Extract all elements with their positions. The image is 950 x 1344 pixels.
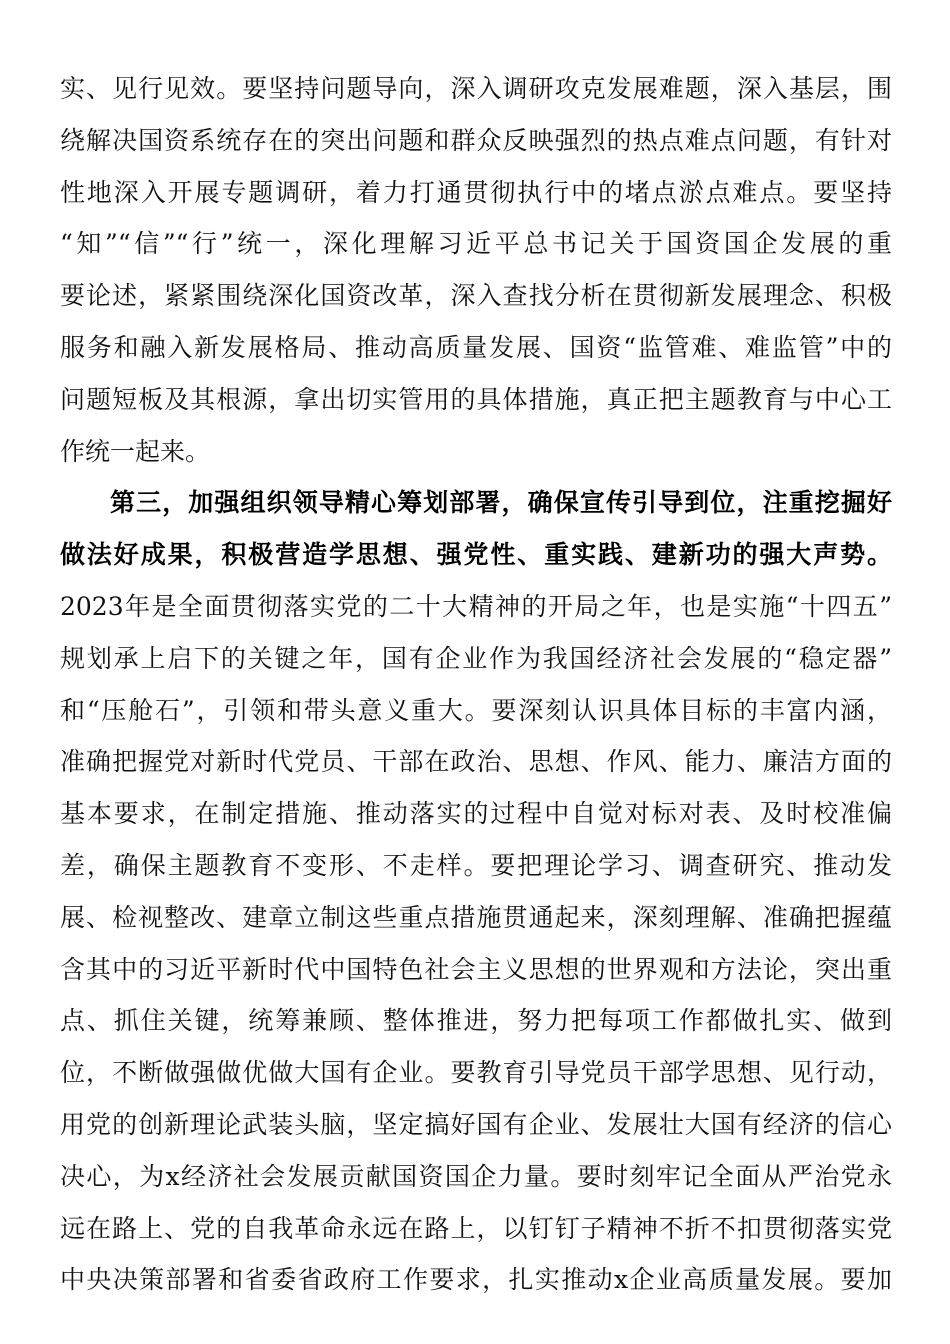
body-line: 点、抓住关键，统筹兼顾、整体推进，努力把每项工作都做扎实、做到	[60, 1006, 892, 1036]
body-line: 和“压舱石”，引领和带头意义重大。要深刻认识具体目标的丰富内涵，	[60, 695, 892, 725]
body-line: “知”“信”“行”统一，深化理解习近平总书记关于国资国企发展的重	[60, 229, 892, 259]
body-line: 问题短板及其根源，拿出切实管用的具体措施，真正把主题教育与中心工	[60, 384, 892, 414]
body-line: 决心，为x经济社会发展贡献国资国企力量。要时刻牢记全面从严治党永	[60, 1161, 892, 1191]
body-line-paragraph-end: 作统一起来。	[60, 436, 211, 466]
section-heading-line: 做法好成果，积极营造学思想、强党性、重实践、建新功的强大声势。	[60, 540, 892, 570]
body-line: 基本要求，在制定措施、推动落实的过程中自觉对标对表、及时校准偏	[60, 799, 892, 829]
body-line: 绕解决国资系统存在的突出问题和群众反映强烈的热点难点问题，有针对	[60, 125, 892, 155]
section-heading-line: 第三，加强组织领导精心筹划部署，确保宣传引导到位，注重挖掘好	[110, 488, 892, 518]
body-line: 实、见行见效。要坚持问题导向，深入调研攻克发展难题，深入基层，围	[60, 74, 892, 103]
body-line: 要论述，紧紧围绕深化国资改革，深入查找分析在贯彻新发展理念、积极	[60, 281, 892, 311]
body-line: 位，不断做强做优做大国有企业。要教育引导党员干部学思想、见行动，	[60, 1058, 892, 1088]
body-line: 含其中的习近平新时代中国特色社会主义思想的世界观和方法论，突出重	[60, 954, 892, 984]
body-line: 服务和融入新发展格局、推动高质量发展、国资“监管难、难监管”中的	[60, 332, 892, 362]
body-line: 2023年是全面贯彻落实党的二十大精神的开局之年，也是实施“十四五”	[60, 591, 892, 621]
body-line: 中央决策部署和省委省政府工作要求，扎实推动x企业高质量发展。要加	[60, 1265, 892, 1295]
body-line: 用党的创新理论武装头脑，坚定搞好国有企业、发展壮大国有经济的信心	[60, 1109, 892, 1139]
body-line: 规划承上启下的关键之年，国有企业作为我国经济社会发展的“稳定器”	[60, 643, 892, 673]
body-line: 性地深入开展专题调研，着力打通贯彻执行中的堵点淤点难点。要坚持	[60, 177, 892, 207]
body-line: 展、检视整改、建章立制这些重点措施贯通起来，深刻理解、准确把握蕴	[60, 902, 892, 932]
body-line: 差，确保主题教育不变形、不走样。要把理论学习、调查研究、推动发	[60, 850, 892, 880]
body-line: 准确把握党对新时代党员、干部在政治、思想、作风、能力、廉洁方面的	[60, 747, 892, 777]
document-page	[60, 69, 892, 1312]
body-line: 远在路上、党的自我革命永远在路上，以钉钉子精神不折不扣贯彻落实党	[60, 1213, 892, 1243]
